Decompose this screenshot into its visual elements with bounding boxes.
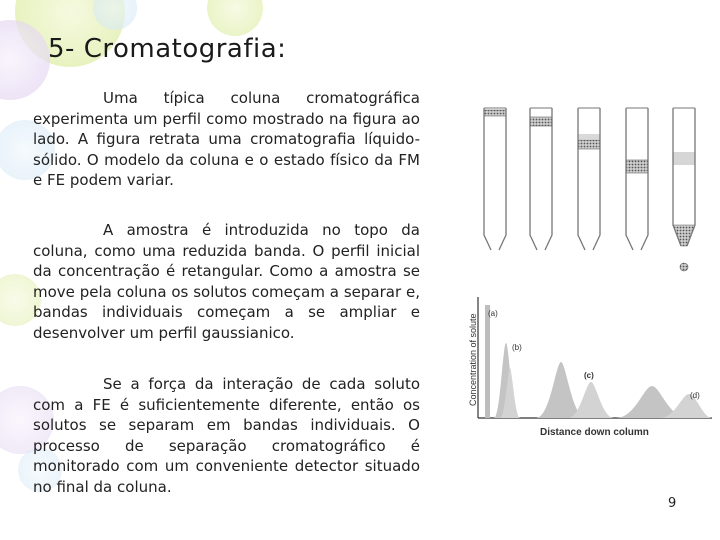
paragraph-text: A amostra é introduzida no topo da coluna, como uma reduzida banda. O perfil inicial da concentração é retangular. Como a amostra se move pela coluna os solutos começam a separar e, bandas individuais começam a se ampliar e desenvolver um perfil gaussianico. <box>33 221 420 342</box>
label-b: (b) <box>512 343 522 352</box>
paragraph-column-profile <box>33 88 420 191</box>
paragraph-text: Uma típica coluna cromatográfica experimenta um perfil como mostrado na figura ao lado. A figura retrata uma cromatografia líquido-sólido. O modelo da coluna e o estado físico da FM e FE podem variar. <box>33 89 420 189</box>
profile-a <box>485 305 490 418</box>
concentration-plot <box>468 297 712 438</box>
slide-title: 5- Cromatografia: <box>48 34 287 64</box>
x-axis-label: Distance down column <box>540 427 649 438</box>
label-a: (a) <box>488 309 498 318</box>
label-d: (d) <box>690 391 700 400</box>
column-b <box>530 108 552 250</box>
page-number: 9 <box>668 496 677 511</box>
paragraph-separation <box>33 374 420 497</box>
column-d <box>626 108 648 250</box>
column-a <box>484 108 506 250</box>
column-e <box>673 108 695 271</box>
paragraph-text: Se a força da interação de cada soluto com a FE é suficientemente diferente, então os solutos se separam em bandas individuais. O processo de separação cromatográfico é monitorado com um conveniente detector situado no final da coluna. <box>33 375 420 496</box>
y-axis-label: Concentration of solute <box>468 313 478 406</box>
chromatography-figure <box>460 100 720 520</box>
column-c <box>578 108 600 250</box>
paragraph-sample-introduction <box>33 220 420 343</box>
label-c: (c) <box>584 371 594 380</box>
